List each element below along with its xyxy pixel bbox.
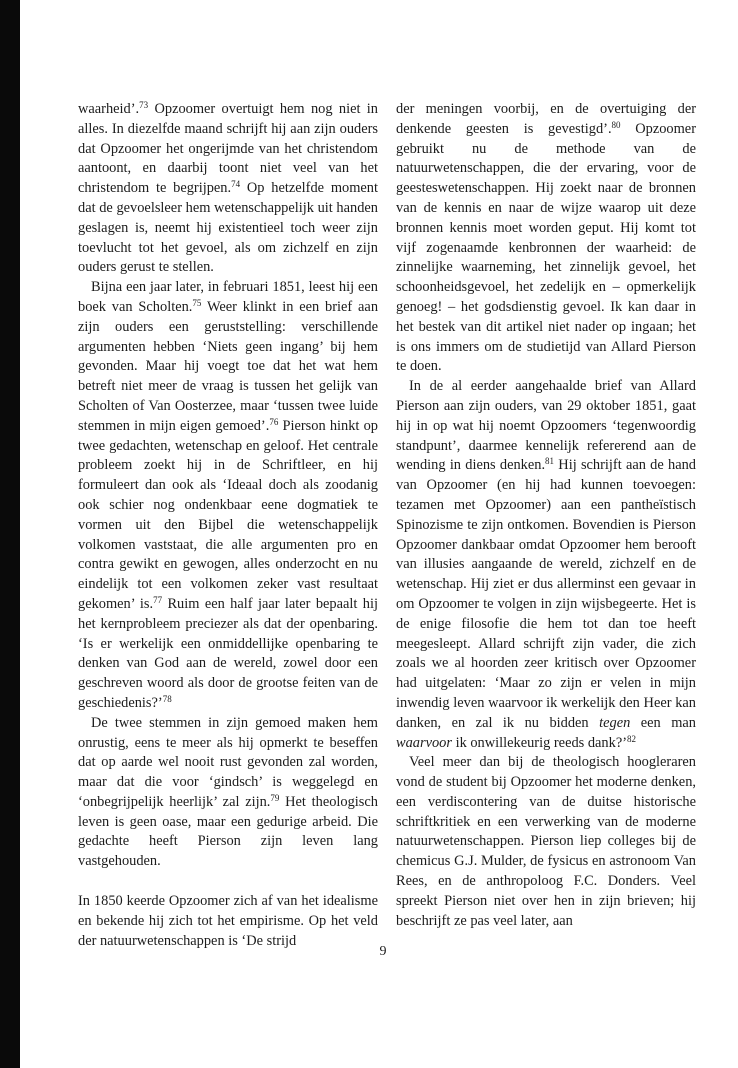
page-number: 9 xyxy=(379,944,387,959)
footnote-ref: 82 xyxy=(627,733,636,744)
left-column xyxy=(78,100,378,951)
footnote-ref: 76 xyxy=(269,416,279,427)
paragraph: Veel meer dan bij de theologisch hoogleraren vond de student bij Opzoomer het moderne denken, een verdiscontering van de duitse historische schriftkritiek en een verwerking van de moderne natuurwetenschappen. Pierson liep colleges bij de chemicus G.J. Mulder, de fysicus en astronoom Van Rees, en de anthropoloog F.C. Donders. Veel spreekt Pierson niet over hen in zijn brieven; hij beschrijft ze pas veel later, aan xyxy=(396,754,696,929)
paragraph: De twee stemmen in zijn gemoed maken hem onrustig, eens te meer als hij opmerkt te beseffen dat op aarde wel nooit rust gevonden zal worden, maar dat die voor ‘gindsch’ is weggelegd en ‘onbegrijpelijk heerlijk’ zal zijn.$^{79}$ Het theologisch leven is geen oase, maar een gedurige arbeid. Die gedachte heeft Pierson zijn leven lang vastgehouden. xyxy=(78,714,378,870)
scan-binding-edge xyxy=(0,0,20,1068)
footnote-ref: 77 xyxy=(153,594,163,605)
footnote-ref: 75 xyxy=(192,297,202,308)
footnote-ref: 79 xyxy=(270,792,280,803)
paragraph: Bijna een jaar later, in februari 1851, leest hij een boek van Scholten.$^{75}$ Weer klinkt in een brief aan zijn ouders een geruststelling: verschillende argumenten hebben ‘Niets geen ingang’ bij hem gevonden. Maar hij voegt toe dat het wat hem betreft niet meer de vraag is tussen het gelijk van Scholten of Van Oosterzee, maar ‘tussen twee luide stemmen in mijn eigen gemoed’.$^{76}$ Pierson hinkt op twee gedachten, wetenschap en geloof. Het centrale probleem zoekt hij in de Schriftleer, en hij formuleert dan ook als ‘Ideaal doch als zoodanig ook schier nog ondenkbaar eene dogmatiek te vormen uit den Bijbel die wetenschappelijk volkomen vaststaat, die alle argumenten pro en contra gewikt en gewogen, alles onderzocht en nu eindelijk tot een volkomen zeker vast resultaat gekomen’ is.$^{77}$ Ruim een half jaar later bepaalt hij het kernprobleem preciezer als dat der openbaring. ‘Is er werkelijk een onmiddellijke openbaring te denken van God aan de wereld, zowel door een geschreven woord als door de grootse feiten van de geschiedenis?’$^{78}$ xyxy=(78,279,379,711)
paragraph: der meningen voorbij, en de overtuiging der denkende geesten is gevestigd’.$^{80}$ Opzoomer gebruikt nu de methode van de natuurwetenschappen, die der ervaring, voor de geesteswetenschappen. Hij zoekt naar de bronnen van de kennis en naar de wijze waarop uit deze bronnen kennis moet worden geput. Hij komt tot vijf zogenaamde kenbronnen der waarheid: de zinnelijke waarneming, het zinnelijk gevoel, het schoonheidsgevoel, het zedelijk en – opmerkelijk genoeg! – het godsdienstig gevoel. Ik kan daar in het bestek van dit artikel niet nader op ingaan; het is ons immers om de studietijd van Allard Pierson te doen. xyxy=(396,101,696,375)
paragraph: waarheid’.$^{73}$ Opzoomer overtuigt hem nog niet in alles. In diezelfde maand schrijft hij aan zijn ouders dat Opzoomer het ongerijmde van het christendom aantoont, en daarbij toont niet veel van het christendom te begrijpen.$^{74}$ Op hetzelfde moment dat de gevoelsleer hem wetenschappelijk uit handen geslagen is, neemt hij existentieel toch weer zijn toevlucht tot het gevoel, als om zichzelf en zijn ouders gerust te stellen. xyxy=(78,100,378,276)
footnote-ref: 73 xyxy=(139,100,149,110)
paragraph: In 1850 keerde Opzoomer zich af van het idealisme en bekende hij zich tot het empirisme. Op het veld der natuurwetenschappen is ‘De strijd xyxy=(78,893,378,949)
footnote-ref: 80 xyxy=(611,119,621,130)
right-column xyxy=(396,100,696,931)
emphasis: tegen xyxy=(599,714,631,731)
paragraph: In de al eerder aangehaalde brief van Allard Pierson aan zijn ouders, van 29 oktober 1851, gaat hij in op wat hij noemt Opzoomers ‘tegenwoordig standpunt’, daarmee kennelijk refererend aan de wending in diens denken.$^{81}$ Hij schrijft aan de hand van Opzoomer (en hij had kunnen toevoegen: tezamen met Opzoomer) aan een pantheïstisch Spinozisme te zijn ontkomen. Bovendien is Pierson Opzoomer dankbaar omdat Opzoomer hem berooft van illusies aangaande de wereld, zichzelf en de wetenschap. Hij ziet er dus allerminst een gevaar in om Opzoomer te volgen in zijn wijsbegeerte. Het is de enige filosofie die hem tot dan toe heeft meegesleept. Allard schrijft zijn vader, die zich zoals we al hoorden zeer kritisch over Opzoomer had uitgelaten: ‘Maar zo zijn er velen in mijn inwendig leven waarvoor ik werkelijk den Heer kan danken, en zal ik nu bidden tegen een man waarvoor ik onwillekeurig reeds dank?’$^{82}$ xyxy=(396,378,696,751)
footnote-ref: 81 xyxy=(545,456,555,467)
footnote-ref: 74 xyxy=(231,179,241,190)
emphasis: waarvoor xyxy=(396,734,452,751)
footnote-ref: 78 xyxy=(162,693,172,704)
